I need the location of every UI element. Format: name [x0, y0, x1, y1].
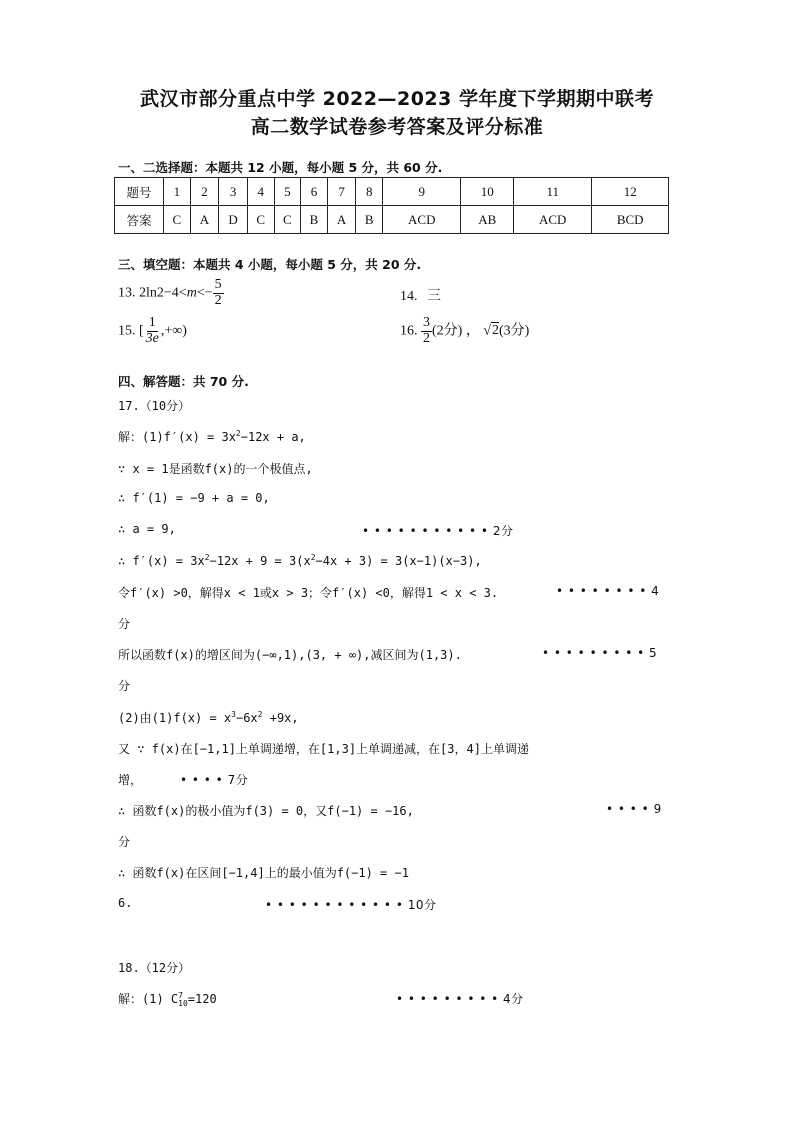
table-cell: 9 — [383, 178, 461, 206]
section-solve-heading: 四、解答题：共 70 分. — [118, 374, 249, 389]
q17-heading: 17.（10分） — [118, 399, 191, 413]
q13-label: 13. — [118, 285, 136, 301]
q13-lt: <− — [196, 285, 213, 301]
q17-line: ∴ f′(1) = −9 + a = 0, — [118, 491, 270, 505]
q17-line: 分 — [118, 679, 131, 693]
q16-num: 3 — [423, 315, 430, 330]
q15-fraction — [144, 316, 161, 346]
table-row — [115, 206, 669, 234]
q16-den: 2 — [423, 330, 430, 346]
score-dots: • • • • • • • • • • • • 10分 — [265, 898, 437, 912]
table-cell: 10 — [461, 178, 514, 206]
q17-line: (2)由$(1)f(x) = x^3-6x^2 +9x$, — [118, 710, 299, 725]
q15-num: 1 — [148, 315, 156, 330]
q17-line: 分 — [118, 835, 131, 849]
q13-fraction — [213, 278, 224, 308]
table-cell: 5 — [274, 178, 301, 206]
q17-line: ∴ 函数f(x)在区间[−1,4]上的最小值为f(−1) = −1 — [118, 866, 409, 880]
fill-q14 — [400, 285, 441, 305]
table-cell: ACD — [383, 206, 461, 234]
table-cell: B — [356, 206, 383, 234]
q16-fraction — [421, 316, 432, 346]
table-cell: 2 — [190, 178, 219, 206]
score-dots: • • • • 9 — [606, 802, 662, 816]
q17-line: 解：$(1)f'(x) = 3x^2-12x + a$, — [118, 429, 306, 444]
q13-expr: 2ln2−4< — [139, 285, 187, 301]
q17-line: 又 ∵ f(x)在[−1,1]上单调递增，在[1,3]上单调递减，在[3，4]上单调递 — [118, 742, 529, 756]
row-head-number: 题号 — [115, 178, 164, 206]
q17-line: ∵ x = 1是函数f(x)的一个极值点, — [118, 462, 313, 476]
q17-line: 增， — [118, 773, 143, 787]
table-cell: A — [327, 206, 356, 234]
fill-q16: 16. $\frac{3}{2}$ (2分) ， √2(3分) — [400, 315, 530, 346]
q13-num: 5 — [214, 277, 222, 292]
table-cell: A — [190, 206, 219, 234]
q14-answer: 三 — [427, 289, 441, 304]
score-dots: • • • • 7分 — [180, 773, 249, 787]
score-dots: • • • • • • • • • • • 2分 — [362, 524, 514, 538]
q17-line: ∴ a = 9, — [118, 522, 176, 536]
q17-l1a: 解：(1)f′(x) = 3x — [118, 430, 236, 444]
table-cell: 12 — [592, 178, 669, 206]
q16-mid: (2分) ， — [432, 323, 480, 339]
row-head-answer: 答案 — [115, 206, 164, 234]
q16-tail: (3分) — [499, 323, 530, 339]
q13-den: 2 — [214, 292, 222, 308]
q18-line — [118, 990, 217, 1008]
q13-var: m — [186, 285, 197, 301]
title-line-1: 武汉市部分重点中学 2022—2023 学年度下学期期中联考 — [140, 88, 654, 110]
score-dots: • • • • • • • • • 4分 — [396, 992, 524, 1006]
q14-label: 14. — [400, 289, 418, 304]
table-cell: C — [247, 206, 274, 234]
table-cell: AB — [461, 206, 514, 234]
table-cell: C — [274, 206, 301, 234]
fill-q13 — [118, 278, 224, 308]
table-cell: 11 — [514, 178, 592, 206]
q18-heading: 18.（12分） — [118, 961, 191, 975]
q17-line: ∴ $f'(x) = 3x^2-12x + 9 = 3(x^2-4x + 3) = 3(x-1)(x-3)$, — [118, 553, 482, 568]
q18-l1b: =120 — [187, 992, 217, 1006]
table-cell: BCD — [592, 206, 669, 234]
table-cell: 7 — [327, 178, 356, 206]
q15-close: ,+∞) — [160, 323, 187, 339]
q17-line: 所以函数f(x)的增区间为(−∞,1),(3, + ∞),减区间为(1,3). — [118, 648, 462, 662]
q17-line: 6. — [118, 896, 133, 910]
title-line-2: 高二数学试卷参考答案及评分标准 — [250, 116, 544, 138]
score-dots: • • • • • • • • • 5 — [542, 646, 658, 660]
table-cell: ACD — [514, 206, 592, 234]
table-cell: D — [219, 206, 248, 234]
table-cell: C — [164, 206, 191, 234]
table-row — [115, 178, 669, 206]
table-cell: 4 — [247, 178, 274, 206]
table-cell: 8 — [356, 178, 383, 206]
score-dots: • • • • • • • • 4 — [556, 584, 660, 598]
q16-sqrt: 2 — [492, 323, 500, 339]
q17-l5c: −4x + 3) = 3(x−1)(x−3), — [315, 554, 482, 568]
q15-open: [ — [139, 323, 144, 339]
q17-line: 分 — [118, 617, 131, 631]
table-cell: 3 — [219, 178, 248, 206]
answer-table — [114, 177, 669, 234]
section-choice-heading: 一、二选择题：本题共 12 小题，每小题 5 分，共 60 分. — [118, 160, 443, 175]
table-cell: 1 — [164, 178, 191, 206]
fill-q15 — [118, 316, 187, 346]
q18-l1a: 解：(1) C — [118, 992, 179, 1006]
q17-l8c: +9x, — [262, 711, 299, 725]
q17-line: ∴ 函数f(x)的极小值为f(3) = 0，又f(−1) = −16, — [118, 804, 414, 818]
q17-l5b: −12x + 9 = 3(x — [209, 554, 311, 568]
q17-l1b: −12x + a, — [240, 430, 306, 444]
q16-label: 16. — [400, 323, 418, 339]
table-cell: B — [301, 206, 328, 234]
q15-den: 3e — [145, 330, 159, 346]
q15-label: 15. — [118, 323, 136, 339]
q17-l8b: −6x — [235, 711, 258, 725]
section-fill-heading: 三、填空题：本题共 4 小题，每小题 5 分，共 20 分. — [118, 257, 422, 272]
q17-line: 令f′(x) >0，解得x < 1或x > 3；令f′(x) <0，解得1 < x < 3. — [118, 586, 499, 600]
q18-sub: 10 — [178, 998, 188, 1008]
q18-sup: 7 — [178, 990, 183, 1000]
q17-l5a: ∴ f′(x) = 3x — [118, 554, 205, 568]
table-cell: 6 — [301, 178, 328, 206]
q17-l8a: (2)由(1)f(x) = x — [118, 711, 232, 725]
